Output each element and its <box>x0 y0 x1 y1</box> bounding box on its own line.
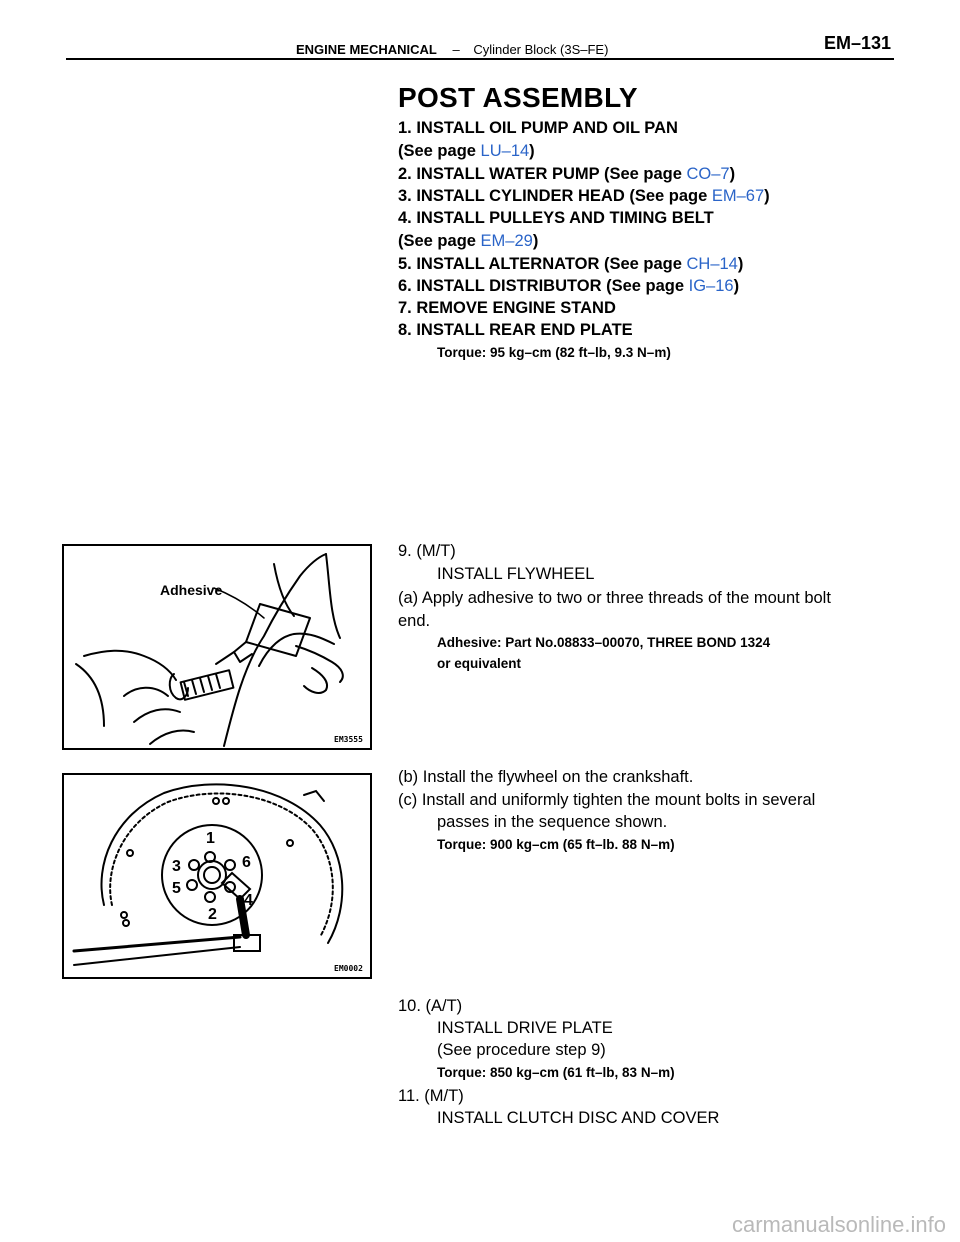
step-9c-line-1: (c) Install and uniformly tighten the mount bolts in several <box>398 791 816 809</box>
bolt-number-4: 4 <box>244 892 253 909</box>
step-1-line-2 <box>398 142 535 161</box>
step-2-text: 2. INSTALL WATER PUMP (See page <box>398 165 687 183</box>
step-9a-line-1: (a) Apply adhesive to two or three threads of the mount bolt <box>398 589 831 607</box>
step-1-text: (See page <box>398 142 481 160</box>
step-9-title: INSTALL FLYWHEEL <box>437 565 595 583</box>
adhesive-spec-1: Adhesive: Part No.08833–00070, THREE BOND 1324 <box>437 635 771 650</box>
link-em-67[interactable]: EM–67 <box>711 187 765 205</box>
adhesive-callout: Adhesive <box>160 582 223 598</box>
step-6-close: ) <box>733 277 740 295</box>
link-co-7[interactable]: CO–7 <box>686 165 730 183</box>
adhesive-spec-2: or equivalent <box>437 656 522 671</box>
step-3 <box>398 187 770 206</box>
step-5 <box>398 255 743 274</box>
step-4-text: (See page <box>398 232 481 250</box>
figure-code-em3555: EM3555 <box>334 735 363 744</box>
link-lu-14[interactable]: LU–14 <box>480 142 530 160</box>
link-em-29[interactable]: EM–29 <box>480 232 533 250</box>
adhesive-illustration <box>64 546 370 748</box>
step-9a-line-2: end. <box>398 612 431 630</box>
step-11-number: 11. (M/T) <box>398 1087 464 1105</box>
step-5-text: 5. INSTALL ALTERNATOR (See page <box>398 255 687 273</box>
step-7: 7. REMOVE ENGINE STAND <box>398 299 616 317</box>
step-3-close: ) <box>764 187 770 205</box>
link-ch-14[interactable]: CH–14 <box>686 255 738 273</box>
step-2 <box>398 165 735 184</box>
step-10-reference: (See procedure step 9) <box>437 1041 606 1059</box>
bolt-number-1: 1 <box>206 830 215 847</box>
bolt-number-6: 6 <box>242 854 251 871</box>
header-section-title: ENGINE MECHANICAL <box>296 42 437 57</box>
step-1-line-1: 1. INSTALL OIL PUMP AND OIL PAN <box>398 119 678 137</box>
watermark: carmanualsonline.info <box>731 1212 946 1237</box>
step-10-number: 10. (A/T) <box>398 997 463 1015</box>
bolt-number-5: 5 <box>172 880 181 897</box>
step-9c-line-2: passes in the sequence shown. <box>437 813 668 831</box>
step-4-close: ) <box>532 232 539 250</box>
bolt-number-3: 3 <box>172 858 181 875</box>
step-5-close: ) <box>737 255 744 273</box>
step-9b: (b) Install the flywheel on the crankshaft. <box>398 768 694 786</box>
step-3-text: 3. INSTALL CYLINDER HEAD (See page <box>398 187 712 205</box>
flywheel-figure <box>62 773 372 979</box>
figure-code-em0002: EM0002 <box>334 964 363 973</box>
page-number: EM–131 <box>824 33 892 53</box>
header-subsection: Cylinder Block (3S–FE) <box>473 42 609 57</box>
bolt-number-2: 2 <box>208 906 217 923</box>
step-6 <box>398 277 739 296</box>
step-10-torque: Torque: 850 kg–cm (61 ft–lb, 83 N–m) <box>437 1065 675 1080</box>
step-2-close: ) <box>729 165 736 183</box>
flywheel-illustration <box>64 775 370 977</box>
step-4-line-1: 4. INSTALL PULLEYS AND TIMING BELT <box>398 209 714 227</box>
step-6-text: 6. INSTALL DISTRIBUTOR (See page <box>398 277 689 295</box>
step-4-line-2 <box>398 232 538 251</box>
link-ig-16[interactable]: IG–16 <box>688 277 734 295</box>
step-8-torque: Torque: 95 kg–cm (82 ft–lb, 9.3 N–m) <box>437 345 671 360</box>
adhesive-figure <box>62 544 372 750</box>
header-section <box>296 42 608 57</box>
step-9-torque: Torque: 900 kg–cm (65 ft–lb. 88 N–m) <box>437 837 675 852</box>
page-title: POST ASSEMBLY <box>398 82 638 113</box>
step-1-close: ) <box>529 142 535 160</box>
step-9-number: 9. (M/T) <box>398 542 456 560</box>
step-10-title: INSTALL DRIVE PLATE <box>437 1019 613 1037</box>
header-rule <box>66 58 894 60</box>
header-separator: – <box>452 42 460 57</box>
step-11-title: INSTALL CLUTCH DISC AND COVER <box>437 1109 720 1127</box>
step-8: 8. INSTALL REAR END PLATE <box>398 321 633 339</box>
